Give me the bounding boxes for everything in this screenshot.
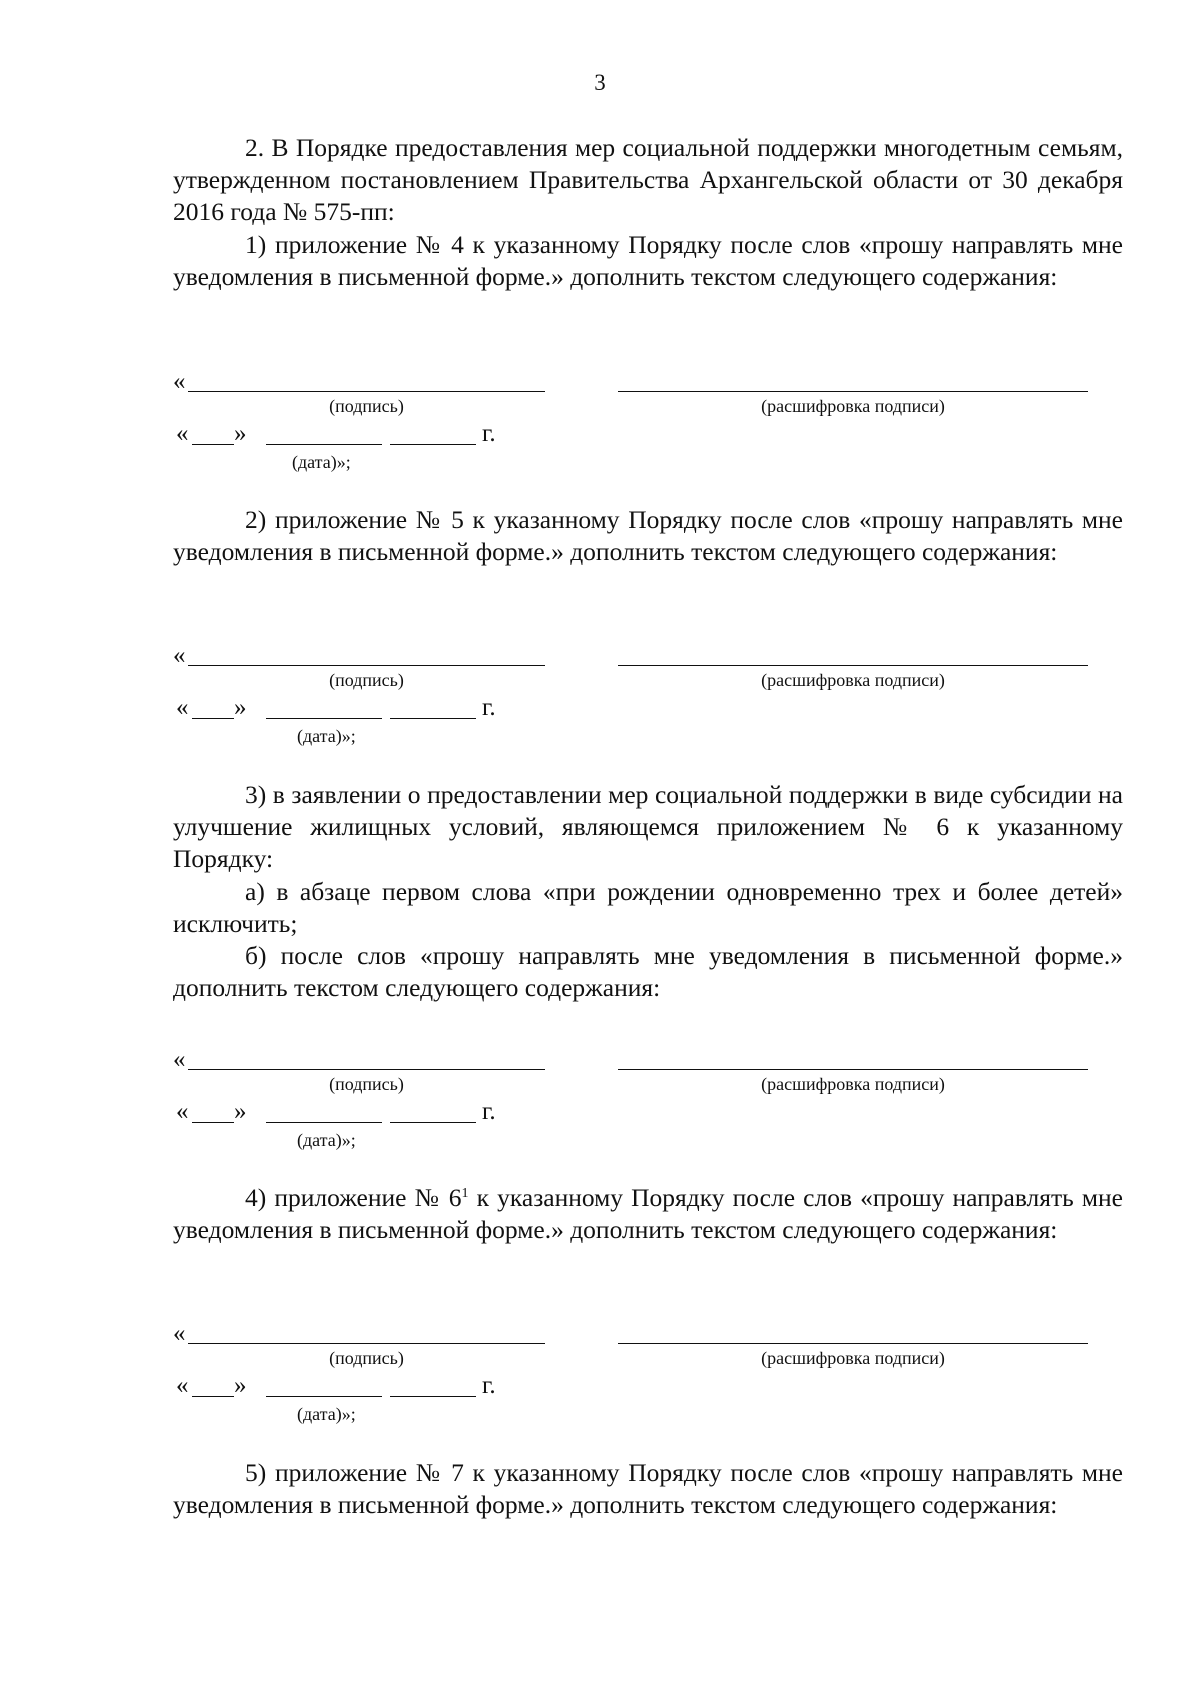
date-close-quote: » [234, 420, 247, 447]
date-close-quote: » [234, 694, 247, 721]
date-open-quote: « [176, 1372, 189, 1399]
date-caption: (дата)»; [292, 452, 351, 472]
date-close-quote: » [234, 1372, 247, 1399]
decoding-line [618, 1343, 1088, 1344]
signature-line [188, 665, 545, 666]
date-open-quote: « [176, 420, 189, 447]
paragraph-2-1: 1) приложение № 4 к указанному Порядку после слов «прошу направлять мне уведомления в письменной форме.» дополнить текстом следующего содержания: [173, 230, 1123, 291]
date-day-line [192, 444, 234, 445]
signature-line [188, 1343, 545, 1344]
year-suffix: г. [482, 420, 496, 447]
decoding-line [618, 391, 1088, 392]
signature-block-4 [0, 1320, 1200, 1430]
open-quote: « [173, 368, 186, 395]
date-year-line [390, 1396, 476, 1397]
decoding-caption: (расшифровка подписи) [761, 1074, 945, 1094]
open-quote: « [173, 1046, 186, 1073]
paragraph-2-5: 5) приложение № 7 к указанному Порядку после слов «прошу направлять мне уведомления в письменной форме.» дополнить текстом следующего содержания: [173, 1458, 1123, 1519]
date-caption: (дата)»; [297, 1130, 356, 1150]
paragraph-2-4 [173, 1182, 1123, 1246]
paragraph-2-2: 2) приложение № 5 к указанному Порядку после слов «прошу направлять мне уведомления в письменной форме.» дополнить текстом следующего содержания: [173, 505, 1123, 566]
date-year-line [390, 1122, 476, 1123]
year-suffix: г. [482, 1098, 496, 1125]
paragraph-2: 2. В Порядке предоставления мер социальной поддержки многодетным семьям, утвержденном постановлением Правительства Архангельской области от 30 декабря 2016 года № 575-пп: [173, 133, 1123, 226]
signature-caption: (подпись) [329, 396, 404, 416]
signature-block-3 [0, 1046, 1200, 1156]
date-month-line [266, 444, 382, 445]
signature-line [188, 391, 545, 392]
superscript-1: 1 [461, 1186, 469, 1201]
paragraph-2-3-a: а) в абзаце первом слова «при рождении одновременно трех и более детей» исключить; [173, 877, 1123, 938]
date-year-line [390, 444, 476, 445]
decoding-line [618, 1069, 1088, 1070]
signature-caption: (подпись) [329, 1348, 404, 1368]
paragraph-2-4-start: 4) приложение № 6 [245, 1183, 462, 1212]
year-suffix: г. [482, 1372, 496, 1399]
page-number: 3 [594, 70, 606, 95]
decoding-caption: (расшифровка подписи) [761, 1348, 945, 1368]
date-day-line [192, 1396, 234, 1397]
signature-caption: (подпись) [329, 670, 404, 690]
signature-block-1 [0, 368, 1200, 478]
date-day-line [192, 718, 234, 719]
date-open-quote: « [176, 1098, 189, 1125]
paragraph-2-3: 3) в заявлении о предоставлении мер социальной поддержки в виде субсидии на улучшение жилищных условий, являющемся приложением № 6 к указанному Порядку: [173, 780, 1123, 873]
date-close-quote: » [234, 1098, 247, 1125]
signature-caption: (подпись) [329, 1074, 404, 1094]
decoding-caption: (расшифровка подписи) [761, 396, 945, 416]
decoding-caption: (расшифровка подписи) [761, 670, 945, 690]
signature-block-2 [0, 642, 1200, 752]
open-quote: « [173, 642, 186, 669]
year-suffix: г. [482, 694, 496, 721]
open-quote: « [173, 1320, 186, 1347]
date-caption: (дата)»; [297, 726, 356, 746]
paragraph-2-3-b: б) после слов «прошу направлять мне уведомления в письменной форме.» дополнить текстом следующего содержания: [173, 941, 1123, 1002]
date-caption: (дата)»; [297, 1404, 356, 1424]
date-month-line [266, 1122, 382, 1123]
signature-line [188, 1069, 545, 1070]
date-month-line [266, 718, 382, 719]
decoding-line [618, 665, 1088, 666]
paragraph-2-4-rest: к указанному Порядку после слов «прошу направлять мне уведомления в письменной форме.» дополнить текстом следующего содержания: [173, 1183, 1123, 1244]
date-day-line [192, 1122, 234, 1123]
date-month-line [266, 1396, 382, 1397]
date-open-quote: « [176, 694, 189, 721]
date-year-line [390, 718, 476, 719]
